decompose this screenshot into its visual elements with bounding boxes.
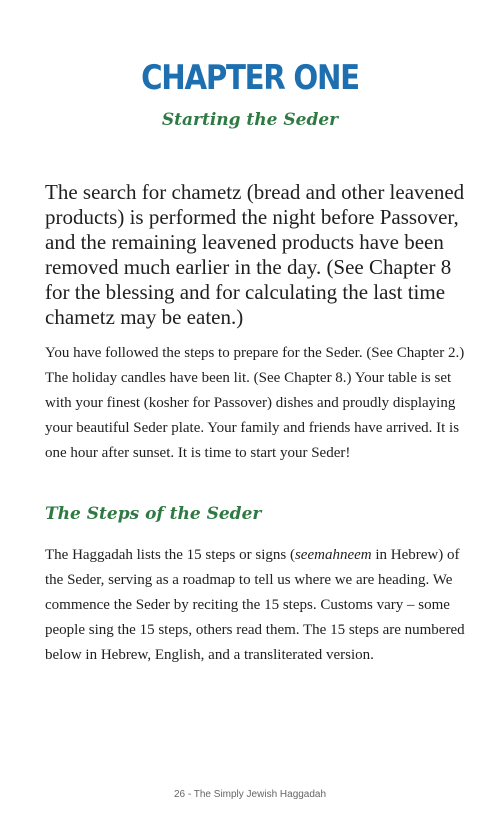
section-heading: The Steps of the Seder [45, 504, 262, 524]
intro-paragraph: The search for chametz (bread and other leavened products) is performed the night before Passover, and the remaining leavened products have been removed much earlier in the day. (See Chapter 8 for the blessing and for calculating the last time chametz may be eaten.) [45, 180, 465, 329]
chapter-subtitle: Starting the Seder [161, 110, 339, 130]
paragraph-text: The Haggadah lists the 15 steps or signs ( [45, 547, 295, 563]
hebrew-term: seemahneem [294, 547, 372, 563]
body-paragraph: You have followed the steps to prepare for the Seder. (See Chapter 2.) The holiday candles have been lit. (See Chapter 8.) Your table is set with your finest (kosher for Passover) dishes and proudly displaying your beautiful Seder plate. Your family and friends have arrived. It is one hour after sunset. It is time to start your Seder! [45, 345, 465, 461]
paragraph-text: in Hebrew) of the Seder, serving as a roadmap to tell us where we are heading. We commence the Seder by reciting the 15 steps. Customs vary – some people sing the 15 steps, others read them. The 15 steps are numbered below in Hebrew, English, and a transliterated version. [45, 547, 465, 663]
page-footer: 26 - The Simply Jewish Haggadah [173, 789, 327, 800]
chapter-title: CHAPTER ONE [141, 58, 359, 98]
body-paragraph [45, 543, 465, 668]
